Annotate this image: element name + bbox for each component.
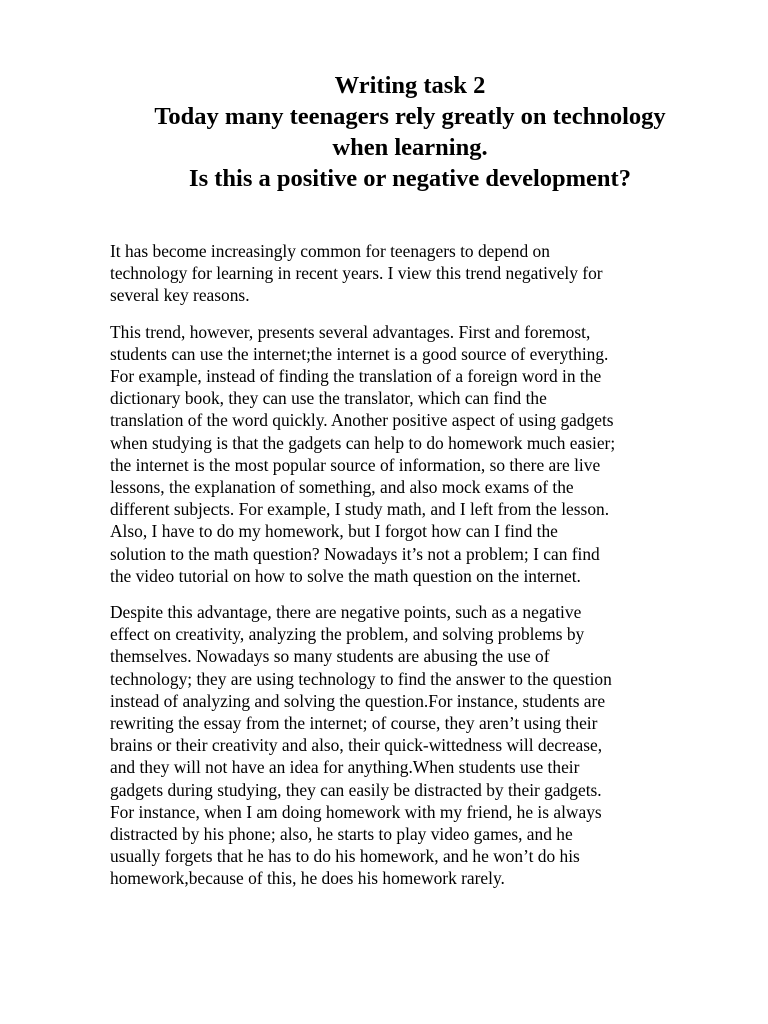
text-line: students can use the internet;the internet is a good source of everything. [110,343,609,364]
text-line: instead of analyzing and solving the question.For instance, students are [110,690,606,711]
text-line: solution to the math question? Nowadays it’s not a problem; I can find [110,543,600,564]
text-line: several key reasons. [110,285,250,306]
text-line: dictionary book, they can use the translator, which can find the [110,388,547,409]
text-line: and they will not have an idea for anything.When students use their [110,757,580,778]
text-line: gadgets during studying, they can easily be distracted by their gadgets. [110,779,602,800]
text-line: the video tutorial on how to solve the math question on the internet. [110,565,581,586]
text-line: It has become increasingly common for teenagers to depend on [110,241,550,261]
text-line: lessons, the explanation of something, and also mock exams of the [110,477,574,498]
text-line: Also, I have to do my homework, but I forgot how can I find the [110,521,558,542]
text-line: homework,because of this, he does his homework rarely. [110,868,505,889]
text-line: technology for learning in recent years. I view this trend negatively for [110,263,603,284]
text-line: This trend, however, presents several advantages. First and foremost, [110,321,591,342]
paragraph-advantages [110,321,710,587]
essay-question-line-3: Is this a positive or negative development? [189,165,631,192]
paragraph-disadvantages [110,601,710,890]
text-line: For example, instead of finding the translation of a foreign word in the [110,366,602,387]
text-line: themselves. Nowadays so many students are abusing the use of [110,646,550,667]
text-line: brains or their creativity and also, their quick-wittedness will decrease, [110,735,603,756]
text-line: effect on creativity, analyzing the problem, and solving problems by [110,624,585,645]
text-line: when studying is that the gadgets can help to do homework much easier; [110,432,616,453]
essay-heading [60,70,760,194]
text-line: rewriting the essay from the internet; of course, they aren’t using their [110,713,598,734]
text-line: technology; they are using technology to find the answer to the question [110,668,612,689]
text-line: distracted by his phone; also, he starts to play video games, and he [110,824,573,845]
essay-question-line-2: when learning. [332,134,488,161]
text-line: Despite this advantage, there are negative points, such as a negative [110,602,582,623]
text-line: usually forgets that he has to do his homework, and he won’t do his [110,846,580,867]
text-line: For instance, when I am doing homework with my friend, he is always [110,801,602,822]
text-line: different subjects. For example, I study math, and I left from the lesson. [110,499,610,520]
paragraph-introduction [110,240,710,307]
text-line: translation of the word quickly. Another positive aspect of using gadgets [110,410,614,431]
essay-question-line-1: Today many teenagers rely greatly on technology [154,103,666,130]
task-title: Writing task 2 [334,72,486,99]
text-line: the internet is the most popular source of information, so there are live [110,454,601,475]
essay-body [110,240,710,904]
